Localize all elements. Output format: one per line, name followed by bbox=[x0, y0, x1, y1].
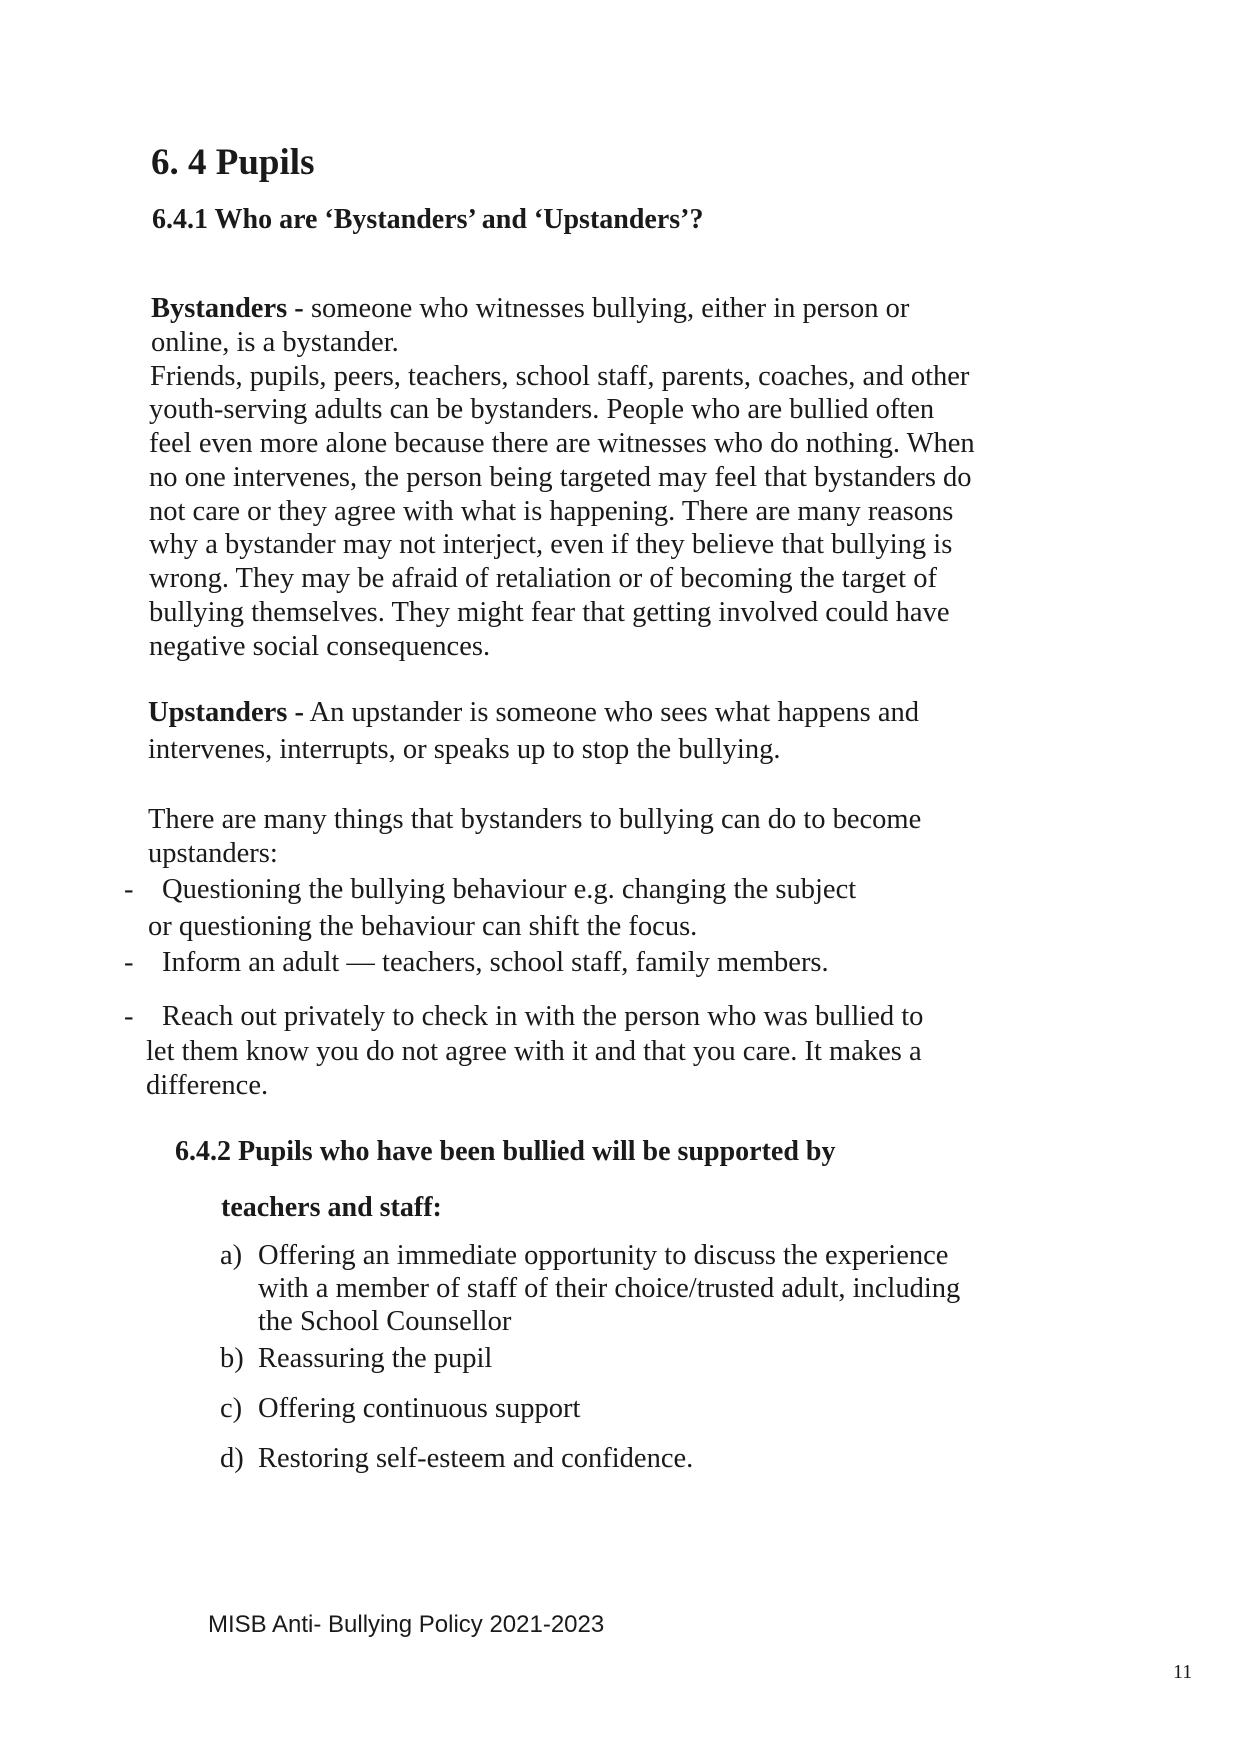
subsection-title-support: 6.4.2 Pupils who have been bullied will be supported by bbox=[175, 1136, 836, 1167]
bystanders-line-8: why a bystander may not interject, even if they believe that bullying is bbox=[149, 529, 953, 560]
intro-line-2: upstanders: bbox=[148, 838, 278, 869]
list-marker: c) bbox=[220, 1393, 243, 1424]
list-item-line: Offering continuous support bbox=[258, 1393, 581, 1424]
list-marker: d) bbox=[220, 1443, 244, 1474]
list-bullet: - bbox=[124, 1001, 134, 1032]
bystanders-line-11: negative social consequences. bbox=[149, 631, 491, 662]
bystanders-line-2: online, is a bystander. bbox=[151, 327, 399, 358]
list-bullet: - bbox=[124, 947, 134, 978]
bystanders-line-5: feel even more alone because there are witnesses who do nothing. When bbox=[149, 428, 975, 459]
footer-text: MISB Anti- Bullying Policy 2021-2023 bbox=[208, 1611, 605, 1638]
bystanders-line-3: Friends, pupils, peers, teachers, school staff, parents, coaches, and other bbox=[150, 361, 970, 392]
list-item-line: Restoring self-esteem and confidence. bbox=[258, 1443, 694, 1474]
list-item-line: Offering an immediate opportunity to discuss the experience bbox=[258, 1240, 949, 1271]
list-bullet: - bbox=[124, 874, 134, 905]
list-item-line: let them know you do not agree with it and that you care. It makes a bbox=[146, 1036, 922, 1067]
bystanders-text: someone who witnesses bullying, either in person or bbox=[303, 293, 910, 324]
list-item-line: with a member of staff of their choice/trusted adult, including bbox=[258, 1273, 961, 1304]
bystanders-line-7: not care or they agree with what is happening. There are many reasons bbox=[149, 496, 954, 527]
upstanders-term: Upstanders - bbox=[148, 697, 304, 728]
upstanders-line-1 bbox=[148, 697, 919, 729]
list-item-line: or questioning the behaviour can shift the focus. bbox=[148, 911, 698, 942]
intro-line-1: There are many things that bystanders to bullying can do to become bbox=[148, 804, 922, 835]
page-number: 11 bbox=[1173, 1661, 1193, 1683]
list-item-line: the School Counsellor bbox=[258, 1306, 512, 1337]
bystanders-line-4: youth-serving adults can be bystanders. People who are bullied often bbox=[149, 394, 935, 425]
subsection-title-bystanders-upstanders: 6.4.1 Who are ‘Bystanders’ and ‘Upstanders’? bbox=[152, 204, 704, 235]
bystanders-line-9: wrong. They may be afraid of retaliation or of becoming the target of bbox=[149, 563, 937, 594]
list-item-line: Inform an adult — teachers, school staff, family members. bbox=[162, 947, 829, 978]
list-marker: b) bbox=[220, 1343, 244, 1374]
section-title: 6. 4 Pupils bbox=[151, 142, 315, 183]
list-item-line: Reassuring the pupil bbox=[258, 1343, 493, 1374]
bystanders-line-6: no one intervenes, the person being targeted may feel that bystanders do bbox=[149, 462, 972, 493]
bystanders-line-10: bullying themselves. They might fear that getting involved could have bbox=[149, 597, 950, 628]
list-marker: a) bbox=[220, 1240, 243, 1271]
list-item-line: Reach out privately to check in with the person who was bullied to bbox=[162, 1001, 924, 1032]
subsection-title-support-cont: teachers and staff: bbox=[221, 1192, 442, 1223]
list-item-line: Questioning the bullying behaviour e.g. changing the subject bbox=[162, 874, 857, 905]
bystanders-line-1 bbox=[151, 293, 909, 325]
bystanders-term: Bystanders - bbox=[151, 293, 304, 324]
upstanders-line-2: intervenes, interrupts, or speaks up to stop the bullying. bbox=[148, 734, 781, 765]
upstanders-text: An upstander is someone who sees what happens and bbox=[303, 697, 919, 728]
list-item-line: difference. bbox=[146, 1070, 269, 1101]
